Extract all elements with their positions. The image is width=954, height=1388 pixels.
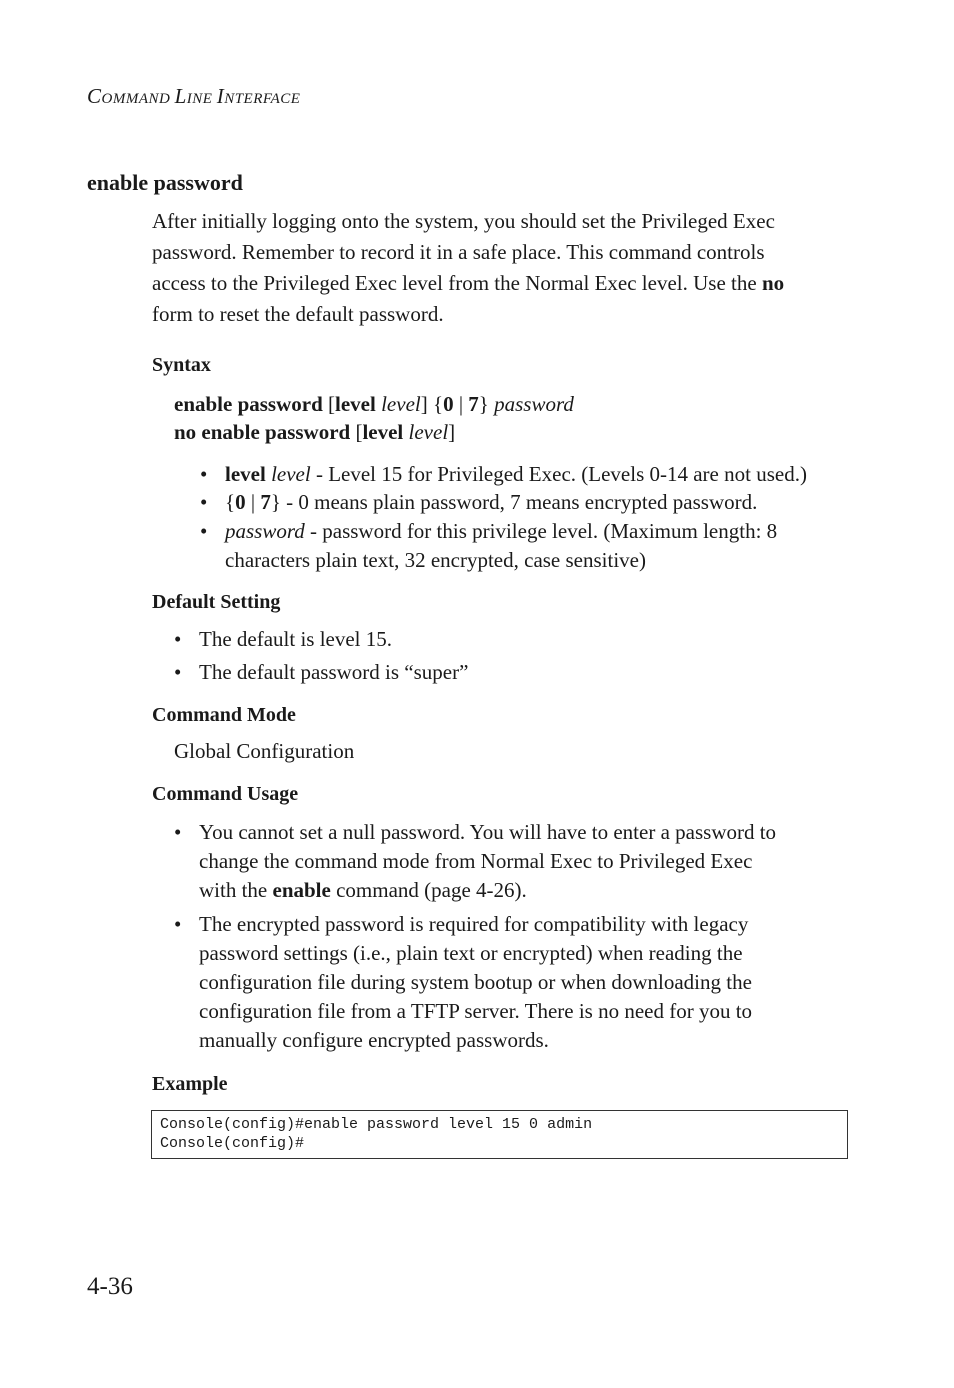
bullet-icon: •	[200, 490, 208, 514]
page-number: 4-36	[87, 1273, 133, 1300]
section-heading-example: Example	[152, 1073, 228, 1095]
command-title: enable password	[87, 170, 243, 195]
code-line: Console(config)#	[160, 1135, 305, 1152]
bullet-icon: •	[174, 912, 182, 936]
section-heading-command-usage: Command Usage	[152, 783, 299, 805]
bullet-icon: •	[174, 627, 182, 651]
intro-line: form to reset the default password.	[152, 302, 444, 326]
syntax-line: no enable password [level level]	[174, 420, 456, 444]
section-heading-command-mode: Command Mode	[152, 704, 296, 726]
example-code-block	[151, 1110, 848, 1159]
bullet-icon: •	[200, 462, 208, 486]
syntax-block	[174, 390, 574, 446]
intro-paragraph	[152, 206, 852, 330]
intro-line: After initially logging onto the system, you should set the Privileged Exec	[152, 209, 775, 233]
syntax-line: enable password [level level] {0 | 7} password	[174, 392, 574, 416]
code-line: Console(config)#enable password level 15 0 admin	[160, 1116, 593, 1133]
section-heading-syntax: Syntax	[152, 354, 211, 376]
running-head: COMMAND LINE INTERFACE	[87, 84, 301, 108]
intro-line: password. Remember to record it in a safe place. This command controls	[152, 240, 765, 264]
bullet-icon: •	[174, 820, 182, 844]
bullet-icon: •	[174, 660, 182, 684]
command-mode-text: Global Configuration	[174, 739, 355, 763]
section-heading-default-setting: Default Setting	[152, 591, 281, 613]
bullet-icon: •	[200, 519, 208, 543]
intro-line: access to the Privileged Exec level from the Normal Exec level. Use the no	[152, 271, 785, 295]
